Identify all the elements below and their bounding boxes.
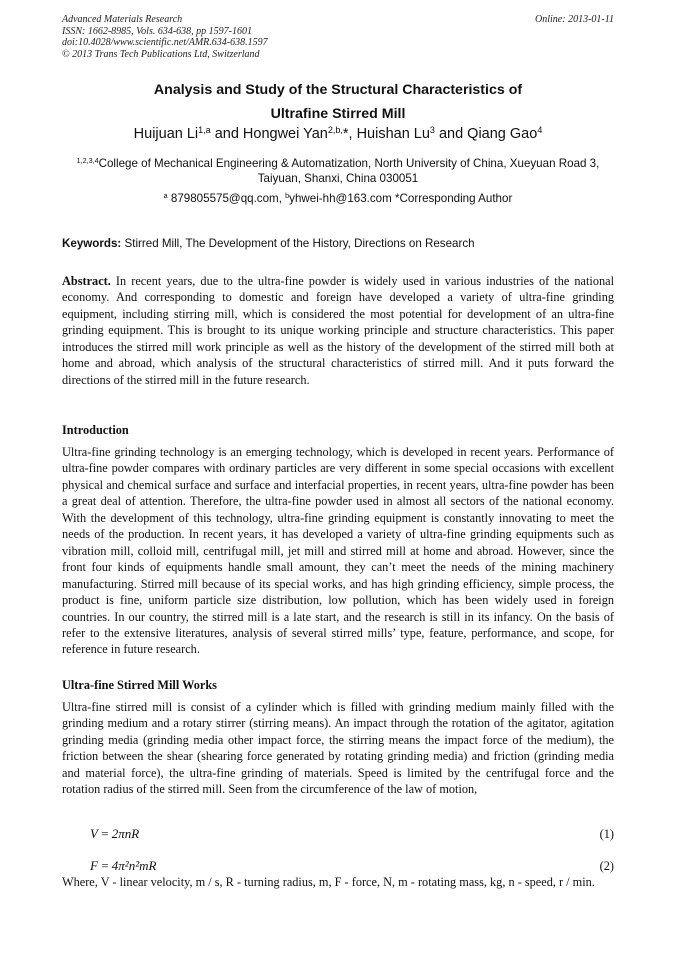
works-text: Ultra-fine stirred mill is consist of a cylinder which is filled with grinding medium mainly filled with the grinding medium and a rotary stirrer (stirring means). An impact through the rotation of the agitator, agitation grinding media (grinding media other impact force, the stirring means the impact force of the medium), the friction between the shear (shearing force generated by rotating grinding media) and friction (grinding media and material force), the ultra-fine grinding of materials. Speed is limited by the centrifugal force and the rotation radius of the stirred mill. Seen from the circumference of the law of motion, — [62, 700, 614, 797]
affiliation-mark: 1,2,3,4 — [76, 156, 99, 166]
paper-title-line-2: Ultrafine Stirred Mill — [270, 106, 406, 122]
equation-lhs: V — [90, 826, 98, 841]
online-date: Online: 2013-01-11 — [535, 14, 614, 25]
author-affiliation-mark: 4 — [537, 125, 543, 136]
author-separator: and — [434, 126, 468, 142]
corresponding-star: * — [342, 126, 349, 142]
equation-1: V = 2πnR — [90, 826, 140, 841]
author-name: Hongwei Yan — [242, 126, 328, 142]
where-text: Where, V - linear velocity, m / s, R - turning radius, m, F - force, N, m - rotating mass, kg, n - speed, r / min. — [62, 875, 595, 889]
author-affiliation-mark: 1,a — [198, 125, 211, 136]
keywords-text: Stirred Mill, The Development of the History, Directions on Research — [121, 237, 475, 250]
author-emails — [62, 191, 614, 206]
email-a: 879805575@qq.com, — [167, 192, 286, 205]
author-affiliation-mark: 2,b, — [327, 125, 343, 136]
email-mark-a: a — [163, 191, 168, 201]
keywords-label: Keywords: — [62, 237, 122, 250]
abstract-text: In recent years, due to the ultra-fine powder is widely used in various industries of the national economy. And corresponding to domestic and foreign have developed a variety of ultra-fine grinding equipment, including stirring mill, which is considered the most potential for development of an ultra-fine grinding equipment. This is brought to its unique working principle and structure characteristics. This paper introduces the stirred mill work principle as well as the history of the development of the stirred mill both at home and abroad, which analysis of the structural characteristics of stirred mill. And it puts forward the directions of the stirred mill in the future research. — [62, 274, 614, 387]
keywords — [62, 236, 614, 251]
equation-lhs: F — [90, 858, 98, 873]
author-name: Huishan Lu — [356, 126, 430, 142]
email-b: yhwei-hh@163.com *Corresponding Author — [289, 192, 513, 205]
abstract-label: Abstract. — [62, 274, 111, 288]
author-name: Qiang Gao — [467, 126, 538, 142]
equation-rhs: 4π²n²mR — [111, 858, 157, 873]
introduction-text: Ultra-fine grinding technology is an emerging technology, which is developed in recent years. Performance of ultra-fine powder compares with ordinary particles are very different in some special occasions with excellent physical and chemical surface and surface and interfacial properties, in recent years, ultra-fine powder has been a great deal of attention. Therefore, the ultra-fine powder used in almost all sectors of the national economy. With the development of this technology, ultra-fine grinding equipment is constantly innovating to meet the needs of the production. In recent years, it has developed a variety of ultra-fine grinding equipments such as vibration mill, colloid mill, centrifugal mill, jet mill and stirred mill at home and abroad. However, since the front four kinds of equipments handle small amount, they can’t meet the needs of the mining machinery manufacturing. Stirred mill because of its special works, and has high grinding efficiency, simple process, the product is fine, uniform particle size distribution, low pollution, which has been widely used in foreign countries. In our country, the stirred mill is a late start, and the research is still in its infancy. On the basis of refer to the extensive literatures, analysis of several stirred mills’ type, feature, performance, and scope, for reference in future research. — [62, 445, 614, 657]
journal-header — [62, 14, 614, 60]
journal-name: Advanced Materials Research — [62, 14, 183, 25]
affiliation-text: College of Mechanical Engineering & Automatization, North University of China, Xueyuan Road 3, Taiyuan, Shanxi, China 030051 — [98, 157, 600, 185]
doi-line: doi:10.4028/www.scientific.net/AMR.634-638.1597 — [62, 37, 268, 48]
equation-rhs: 2πnR — [111, 826, 140, 841]
author-affiliation-mark: 3 — [429, 125, 435, 136]
equation-2: F = 4π²n²mR — [90, 858, 157, 873]
issn-line: ISSN: 1662-8985, Vols. 634-638, pp 1597-1601 — [62, 25, 252, 37]
affiliation — [62, 156, 614, 186]
author-separator: , — [348, 126, 357, 142]
author-name: Huijuan Li — [133, 126, 199, 142]
equation-number: (2) — [599, 859, 614, 873]
email-mark-b: b — [285, 191, 290, 201]
equation-number: (1) — [599, 827, 614, 841]
copyright-line: © 2013 Trans Tech Publications Ltd, Switzerland — [62, 48, 260, 60]
abstract — [62, 273, 614, 388]
paper-title-line-1: Analysis and Study of the Structural Characteristics of — [153, 82, 523, 98]
works-heading: Ultra-fine Stirred Mill Works — [62, 678, 217, 692]
introduction-heading: Introduction — [62, 423, 129, 437]
author-list — [62, 125, 614, 143]
author-separator: and — [210, 126, 243, 142]
